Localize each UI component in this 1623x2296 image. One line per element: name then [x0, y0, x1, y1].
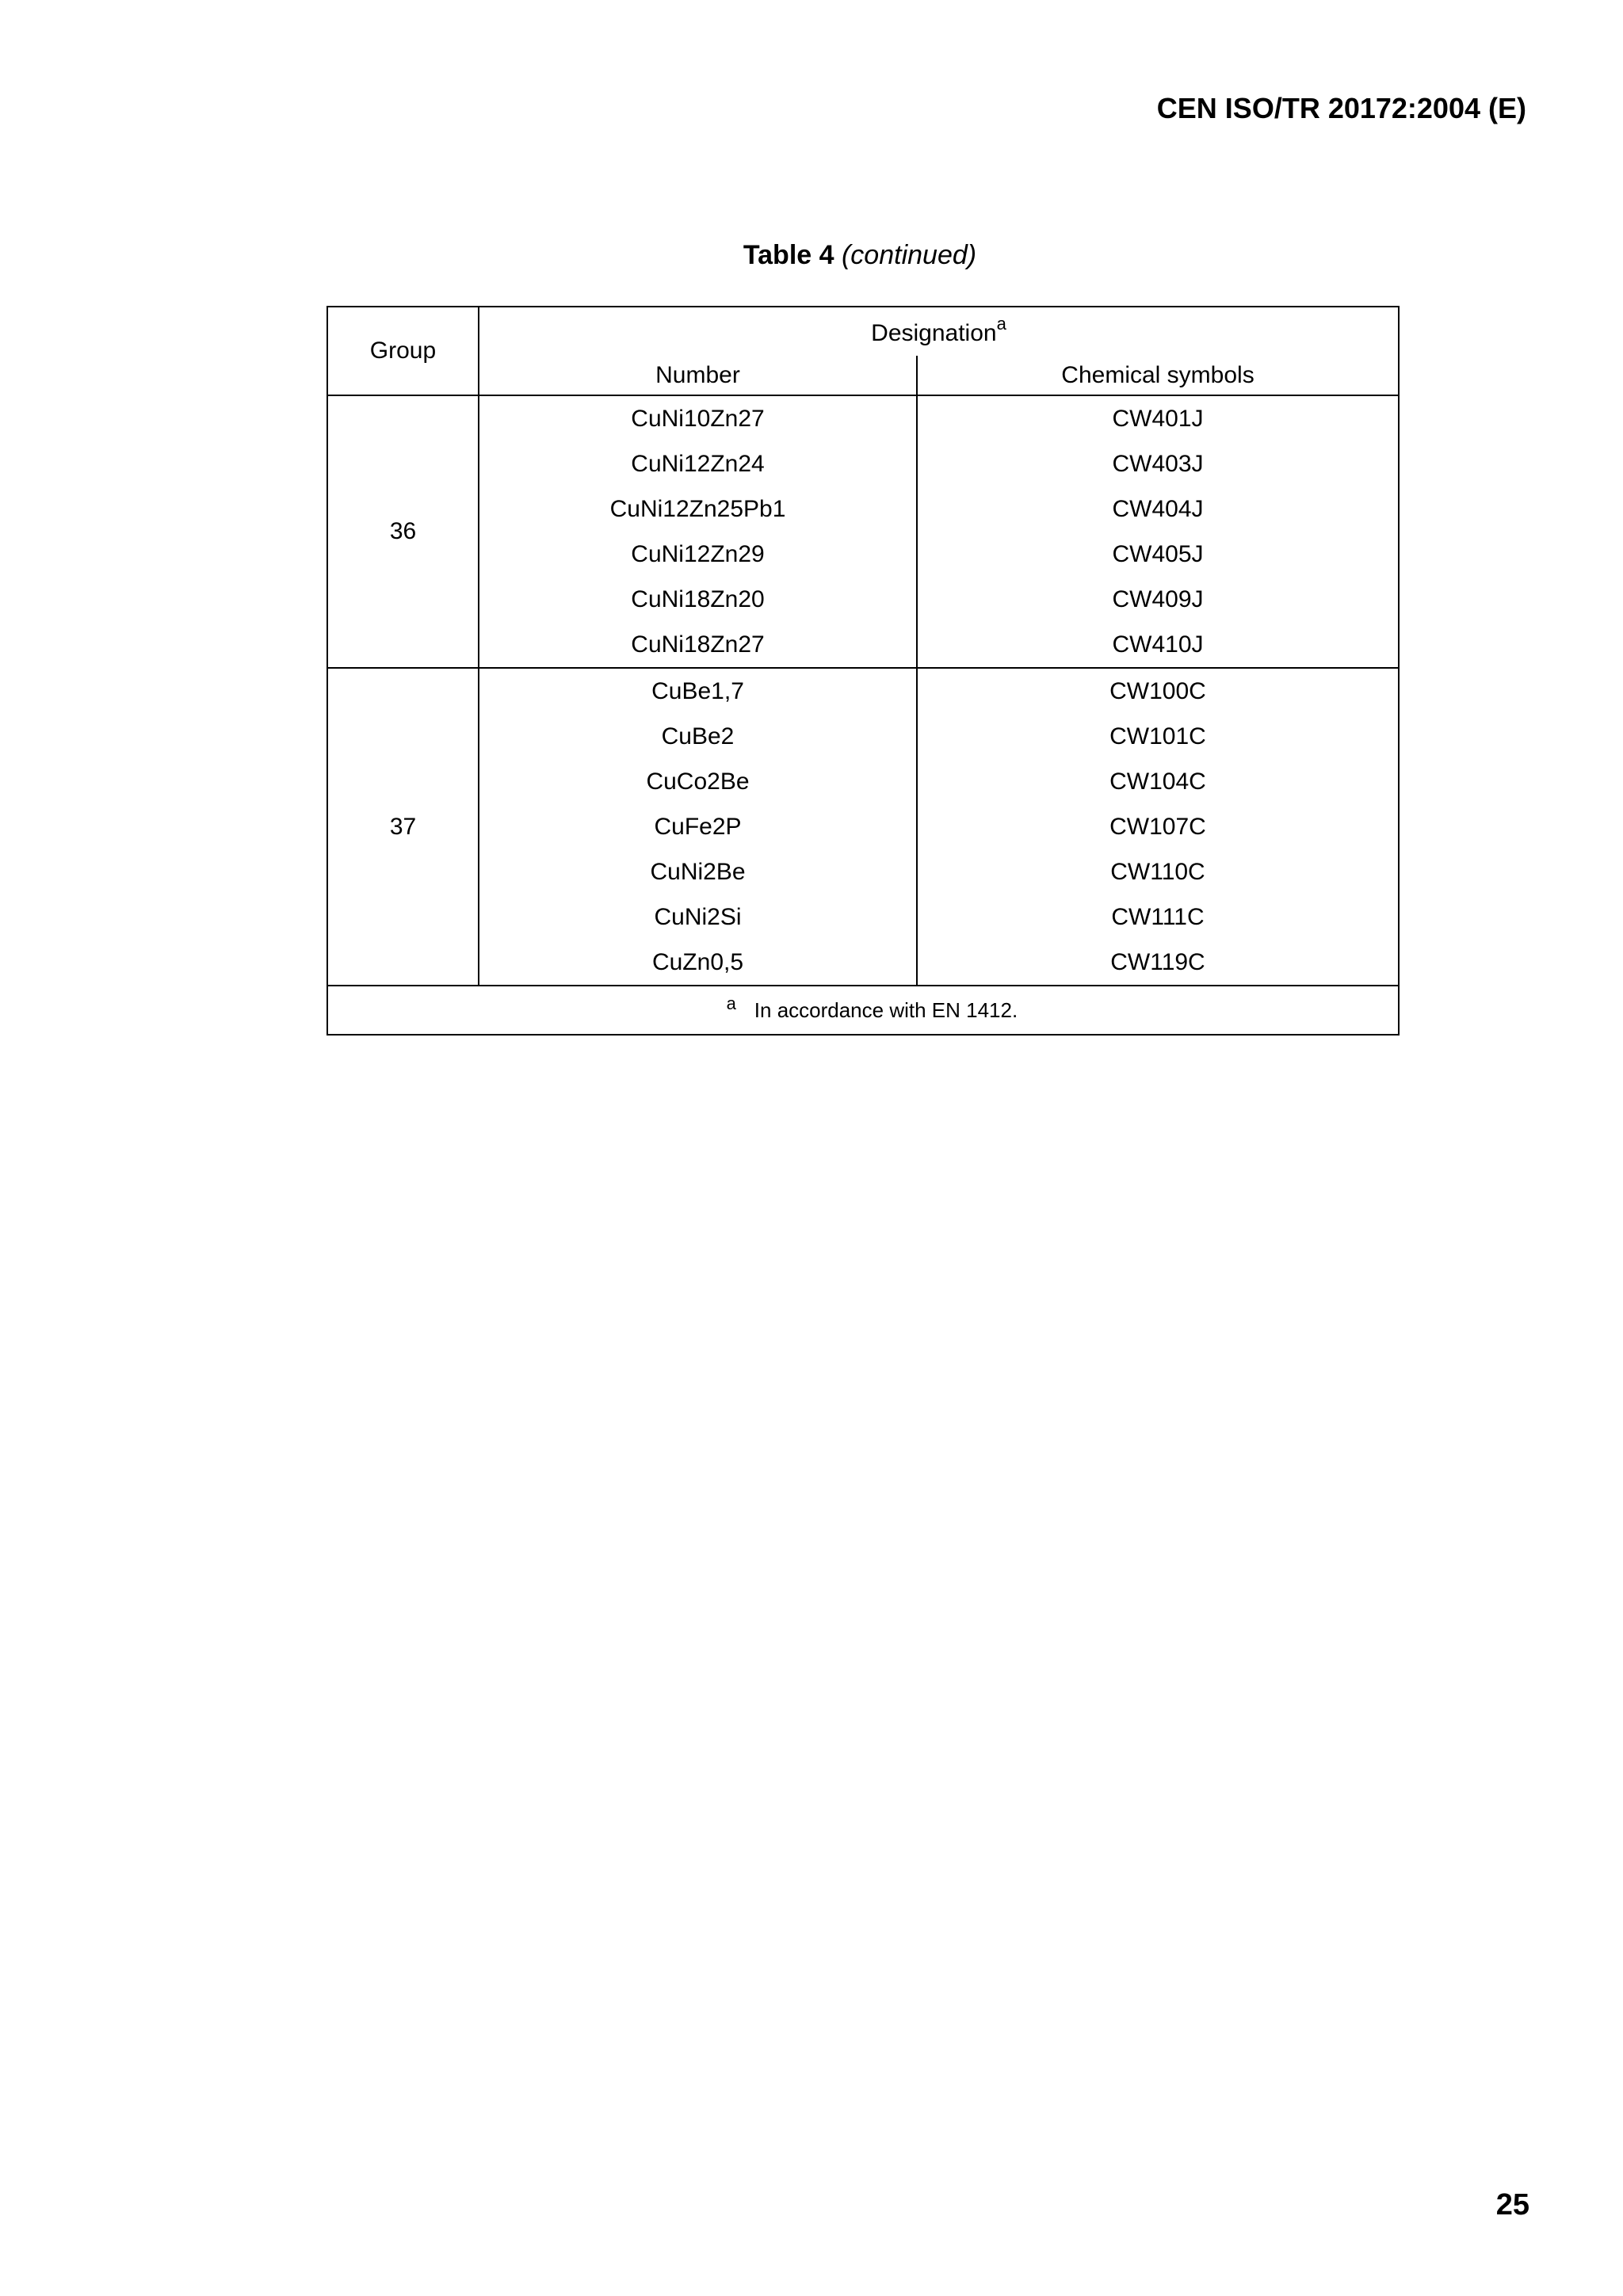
chemical-symbol-cell: CW107C	[917, 804, 1399, 849]
table-row	[327, 532, 1399, 577]
group-cell: 37	[327, 668, 479, 986]
chemical-symbol-cell: CW101C	[917, 714, 1399, 759]
table-caption	[0, 240, 1623, 271]
table-row	[327, 759, 1399, 804]
page-number: 25	[1495, 2188, 1529, 2222]
document-identifier: CEN ISO/TR 20172:2004 (E)	[1156, 92, 1526, 124]
chemical-symbol-cell: CW404J	[917, 486, 1399, 532]
chemical-symbol-cell: CW110C	[917, 849, 1399, 894]
header-chemical-symbols	[917, 356, 1399, 395]
number-cell: CuBe1,7	[479, 668, 917, 714]
table-caption-continued: (continued)	[841, 240, 977, 270]
table-row	[327, 577, 1399, 622]
table-row	[327, 395, 1399, 441]
number-cell: CuNi12Zn29	[479, 532, 917, 577]
chemical-symbol-cell: CW111C	[917, 894, 1399, 940]
table-footnote	[327, 986, 1399, 1035]
chemical-symbol-cell: CW410J	[917, 622, 1399, 668]
footnote-text: In accordance with EN 1412.	[754, 997, 1018, 1022]
number-cell: CuCo2Be	[479, 759, 917, 804]
chemical-symbol-cell: CW403J	[917, 441, 1399, 486]
table-row	[327, 668, 1399, 714]
chemical-symbol-cell: CW119C	[917, 940, 1399, 986]
header-number-label: Number	[655, 361, 740, 388]
number-cell: CuNi10Zn27	[479, 395, 917, 441]
number-cell: CuNi2Si	[479, 894, 917, 940]
number-cell: CuZn0,5	[479, 940, 917, 986]
chemical-symbol-cell: CW100C	[917, 668, 1399, 714]
chemical-symbol-cell: CW405J	[917, 532, 1399, 577]
number-cell: CuBe2	[479, 714, 917, 759]
designation-table	[327, 306, 1400, 1035]
footnote-mark: a	[726, 993, 736, 1013]
table-row	[327, 714, 1399, 759]
table-row	[327, 804, 1399, 849]
table-body	[327, 395, 1399, 1035]
number-cell: CuNi2Be	[479, 849, 917, 894]
table-row	[327, 894, 1399, 940]
number-cell: CuNi12Zn24	[479, 441, 917, 486]
table-row	[327, 441, 1399, 486]
chemical-symbol-cell: CW104C	[917, 759, 1399, 804]
header-designation	[479, 307, 1399, 356]
table-row	[327, 622, 1399, 668]
table-row	[327, 486, 1399, 532]
chemical-symbol-cell: CW409J	[917, 577, 1399, 622]
table-caption-main: Table 4	[743, 240, 834, 270]
table-row	[327, 849, 1399, 894]
header-chemical-symbols-label: Chemical symbols	[1061, 361, 1254, 388]
table-header	[327, 307, 1399, 395]
header-group	[327, 307, 479, 395]
header-group-label: Group	[369, 338, 437, 364]
number-cell: CuNi18Zn20	[479, 577, 917, 622]
number-cell: CuFe2P	[479, 804, 917, 849]
table-row	[327, 940, 1399, 986]
header-number	[479, 356, 917, 395]
number-cell: CuNi12Zn25Pb1	[479, 486, 917, 532]
header-designation-footnote-mark: a	[996, 314, 1006, 334]
number-cell: CuNi18Zn27	[479, 622, 917, 668]
header-designation-label: Designation	[871, 320, 997, 346]
chemical-symbol-cell: CW401J	[917, 395, 1399, 441]
group-cell: 36	[327, 395, 479, 668]
